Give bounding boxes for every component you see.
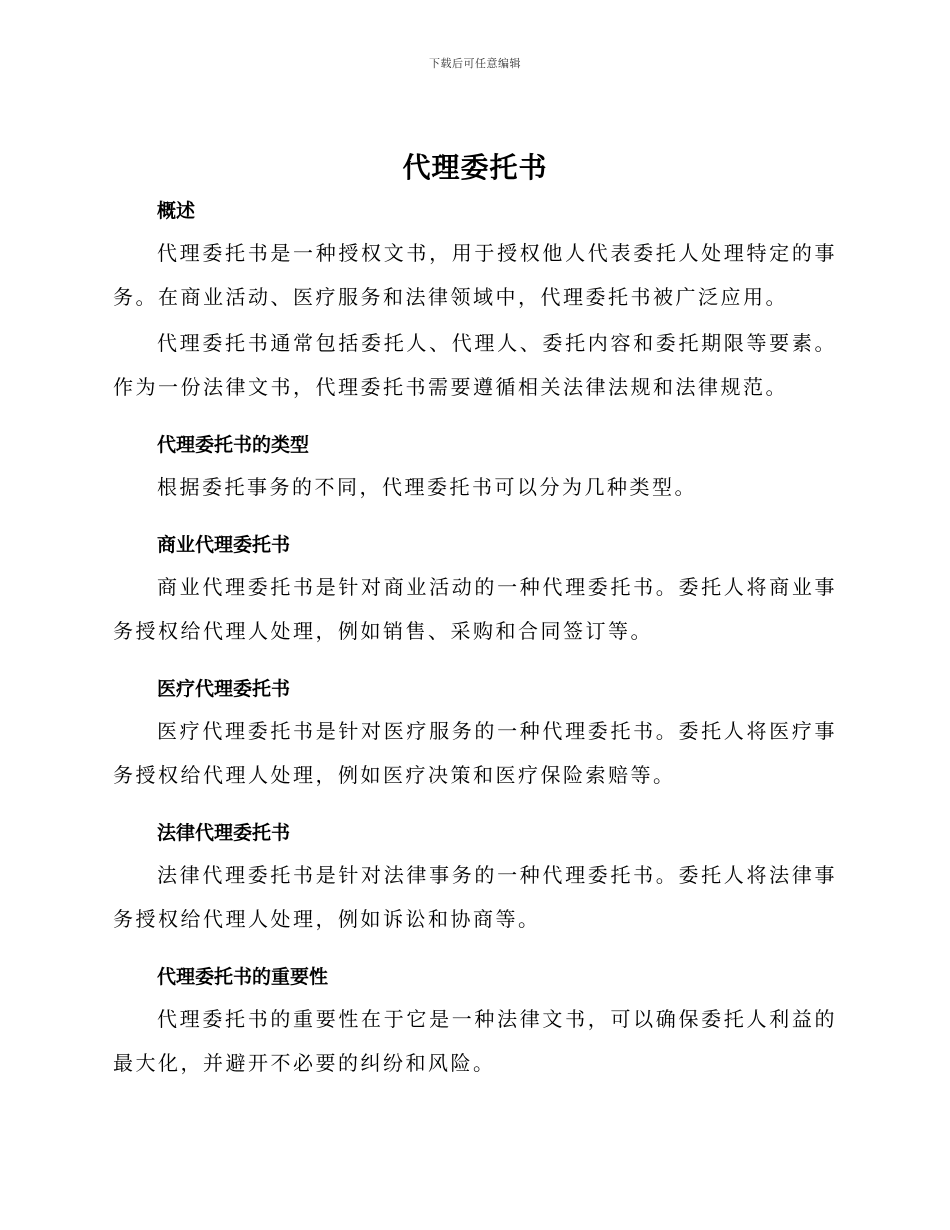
- paragraph-overview-1: 代理委托书是一种授权文书，用于授权他人代表委托人处理特定的事务。在商业活动、医疗服务和法律领域中，代理委托书被广泛应用。: [113, 241, 837, 309]
- section-heading-overview: 概述: [157, 200, 196, 222]
- paragraph-importance-1: 代理委托书的重要性在于它是一种法律文书，可以确保委托人利益的最大化，并避开不必要的纠纷和风险。: [113, 1007, 837, 1075]
- paragraph-types-1: 根据委托事务的不同，代理委托书可以分为几种类型。: [157, 475, 697, 499]
- section-heading-business: 商业代理委托书: [157, 534, 291, 556]
- document-body: [113, 197, 837, 1085]
- paragraph-overview-2: 代理委托书通常包括委托人、代理人、委托内容和委托期限等要素。作为一份法律文书，代理委托书需要遵循相关法律法规和法律规范。: [113, 331, 837, 399]
- page-header-note: 下载后可任意编辑: [429, 57, 521, 70]
- paragraph-medical-1: 医疗代理委托书是针对医疗服务的一种代理委托书。委托人将医疗事务授权给代理人处理，例如医疗决策和医疗保险索赔等。: [113, 719, 837, 787]
- section-heading-medical: 医疗代理委托书: [157, 678, 291, 700]
- document-title: 代理委托书: [402, 151, 548, 184]
- section-heading-importance: 代理委托书的重要性: [157, 966, 329, 988]
- paragraph-legal-1: 法律代理委托书是针对法律事务的一种代理委托书。委托人将法律事务授权给代理人处理，例如诉讼和协商等。: [113, 863, 837, 931]
- section-heading-legal: 法律代理委托书: [157, 822, 291, 844]
- section-heading-types: 代理委托书的类型: [157, 434, 310, 456]
- paragraph-business-1: 商业代理委托书是针对商业活动的一种代理委托书。委托人将商业事务授权给代理人处理，例如销售、采购和合同签订等。: [113, 575, 837, 643]
